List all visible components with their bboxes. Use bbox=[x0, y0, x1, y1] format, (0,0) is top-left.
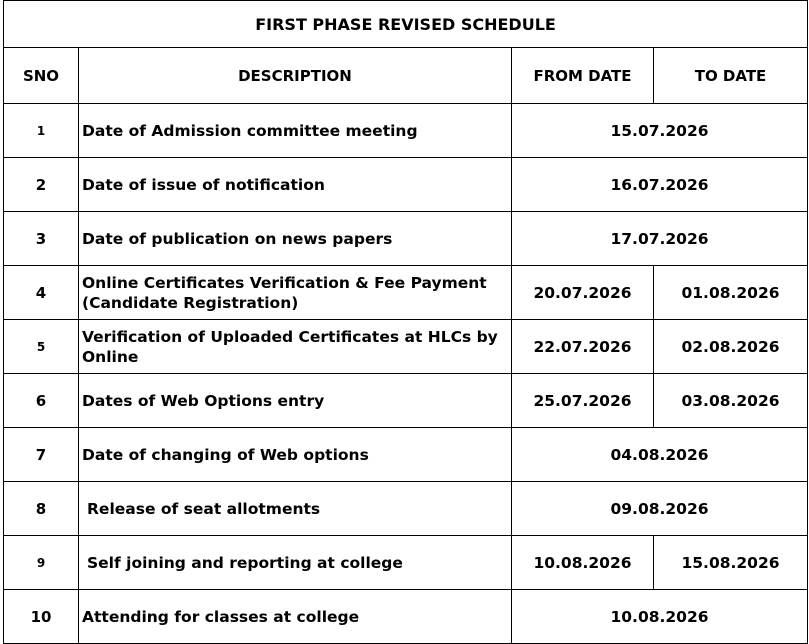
table-row bbox=[4, 482, 808, 536]
header-row bbox=[4, 48, 808, 104]
row-from-date: 10.08.2026 bbox=[512, 536, 654, 590]
table-row bbox=[4, 590, 808, 644]
row-to-date: 15.08.2026 bbox=[654, 536, 808, 590]
table-row bbox=[4, 266, 808, 320]
row-description: Release of seat allotments bbox=[79, 482, 512, 536]
row-to-date: 01.08.2026 bbox=[654, 266, 808, 320]
row-sno: 4 bbox=[4, 266, 79, 320]
header-from-date: FROM DATE bbox=[512, 48, 654, 104]
row-description: Verification of Uploaded Certificates at HLCs by Online bbox=[79, 320, 512, 374]
header-description: DESCRIPTION bbox=[79, 48, 512, 104]
row-to-date: 02.08.2026 bbox=[654, 320, 808, 374]
row-from-date: 22.07.2026 bbox=[512, 320, 654, 374]
row-sno: 8 bbox=[4, 482, 79, 536]
header-sno: SNO bbox=[4, 48, 79, 104]
row-description: Date of publication on news papers bbox=[79, 212, 512, 266]
table-row bbox=[4, 104, 808, 158]
row-to-date: 03.08.2026 bbox=[654, 374, 808, 428]
row-sno: 2 bbox=[4, 158, 79, 212]
row-description: Date of Admission committee meeting bbox=[79, 104, 512, 158]
row-description: Date of changing of Web options bbox=[79, 428, 512, 482]
row-description: Date of issue of notification bbox=[79, 158, 512, 212]
table-row bbox=[4, 374, 808, 428]
row-sno: 9 bbox=[4, 536, 79, 590]
table-title: FIRST PHASE REVISED SCHEDULE bbox=[4, 1, 808, 48]
title-row bbox=[4, 1, 808, 48]
row-date: 17.07.2026 bbox=[512, 212, 808, 266]
row-from-date: 25.07.2026 bbox=[512, 374, 654, 428]
header-to-date: TO DATE bbox=[654, 48, 808, 104]
row-date: 04.08.2026 bbox=[512, 428, 808, 482]
row-date: 16.07.2026 bbox=[512, 158, 808, 212]
row-from-date: 20.07.2026 bbox=[512, 266, 654, 320]
row-date: 15.07.2026 bbox=[512, 104, 808, 158]
row-sno: 3 bbox=[4, 212, 79, 266]
schedule-table bbox=[3, 0, 808, 644]
table-row bbox=[4, 428, 808, 482]
table-row bbox=[4, 212, 808, 266]
row-sno: 5 bbox=[4, 320, 79, 374]
row-sno: 7 bbox=[4, 428, 79, 482]
table-row bbox=[4, 320, 808, 374]
row-sno: 1 bbox=[4, 104, 79, 158]
row-description: Dates of Web Options entry bbox=[79, 374, 512, 428]
row-date: 10.08.2026 bbox=[512, 590, 808, 644]
row-sno: 6 bbox=[4, 374, 79, 428]
row-description: Self joining and reporting at college bbox=[79, 536, 512, 590]
table-row bbox=[4, 536, 808, 590]
row-date: 09.08.2026 bbox=[512, 482, 808, 536]
row-description: Attending for classes at college bbox=[79, 590, 512, 644]
row-description: Online Certificates Verification & Fee Payment (Candidate Registration) bbox=[79, 266, 512, 320]
table-row bbox=[4, 158, 808, 212]
row-sno: 10 bbox=[4, 590, 79, 644]
